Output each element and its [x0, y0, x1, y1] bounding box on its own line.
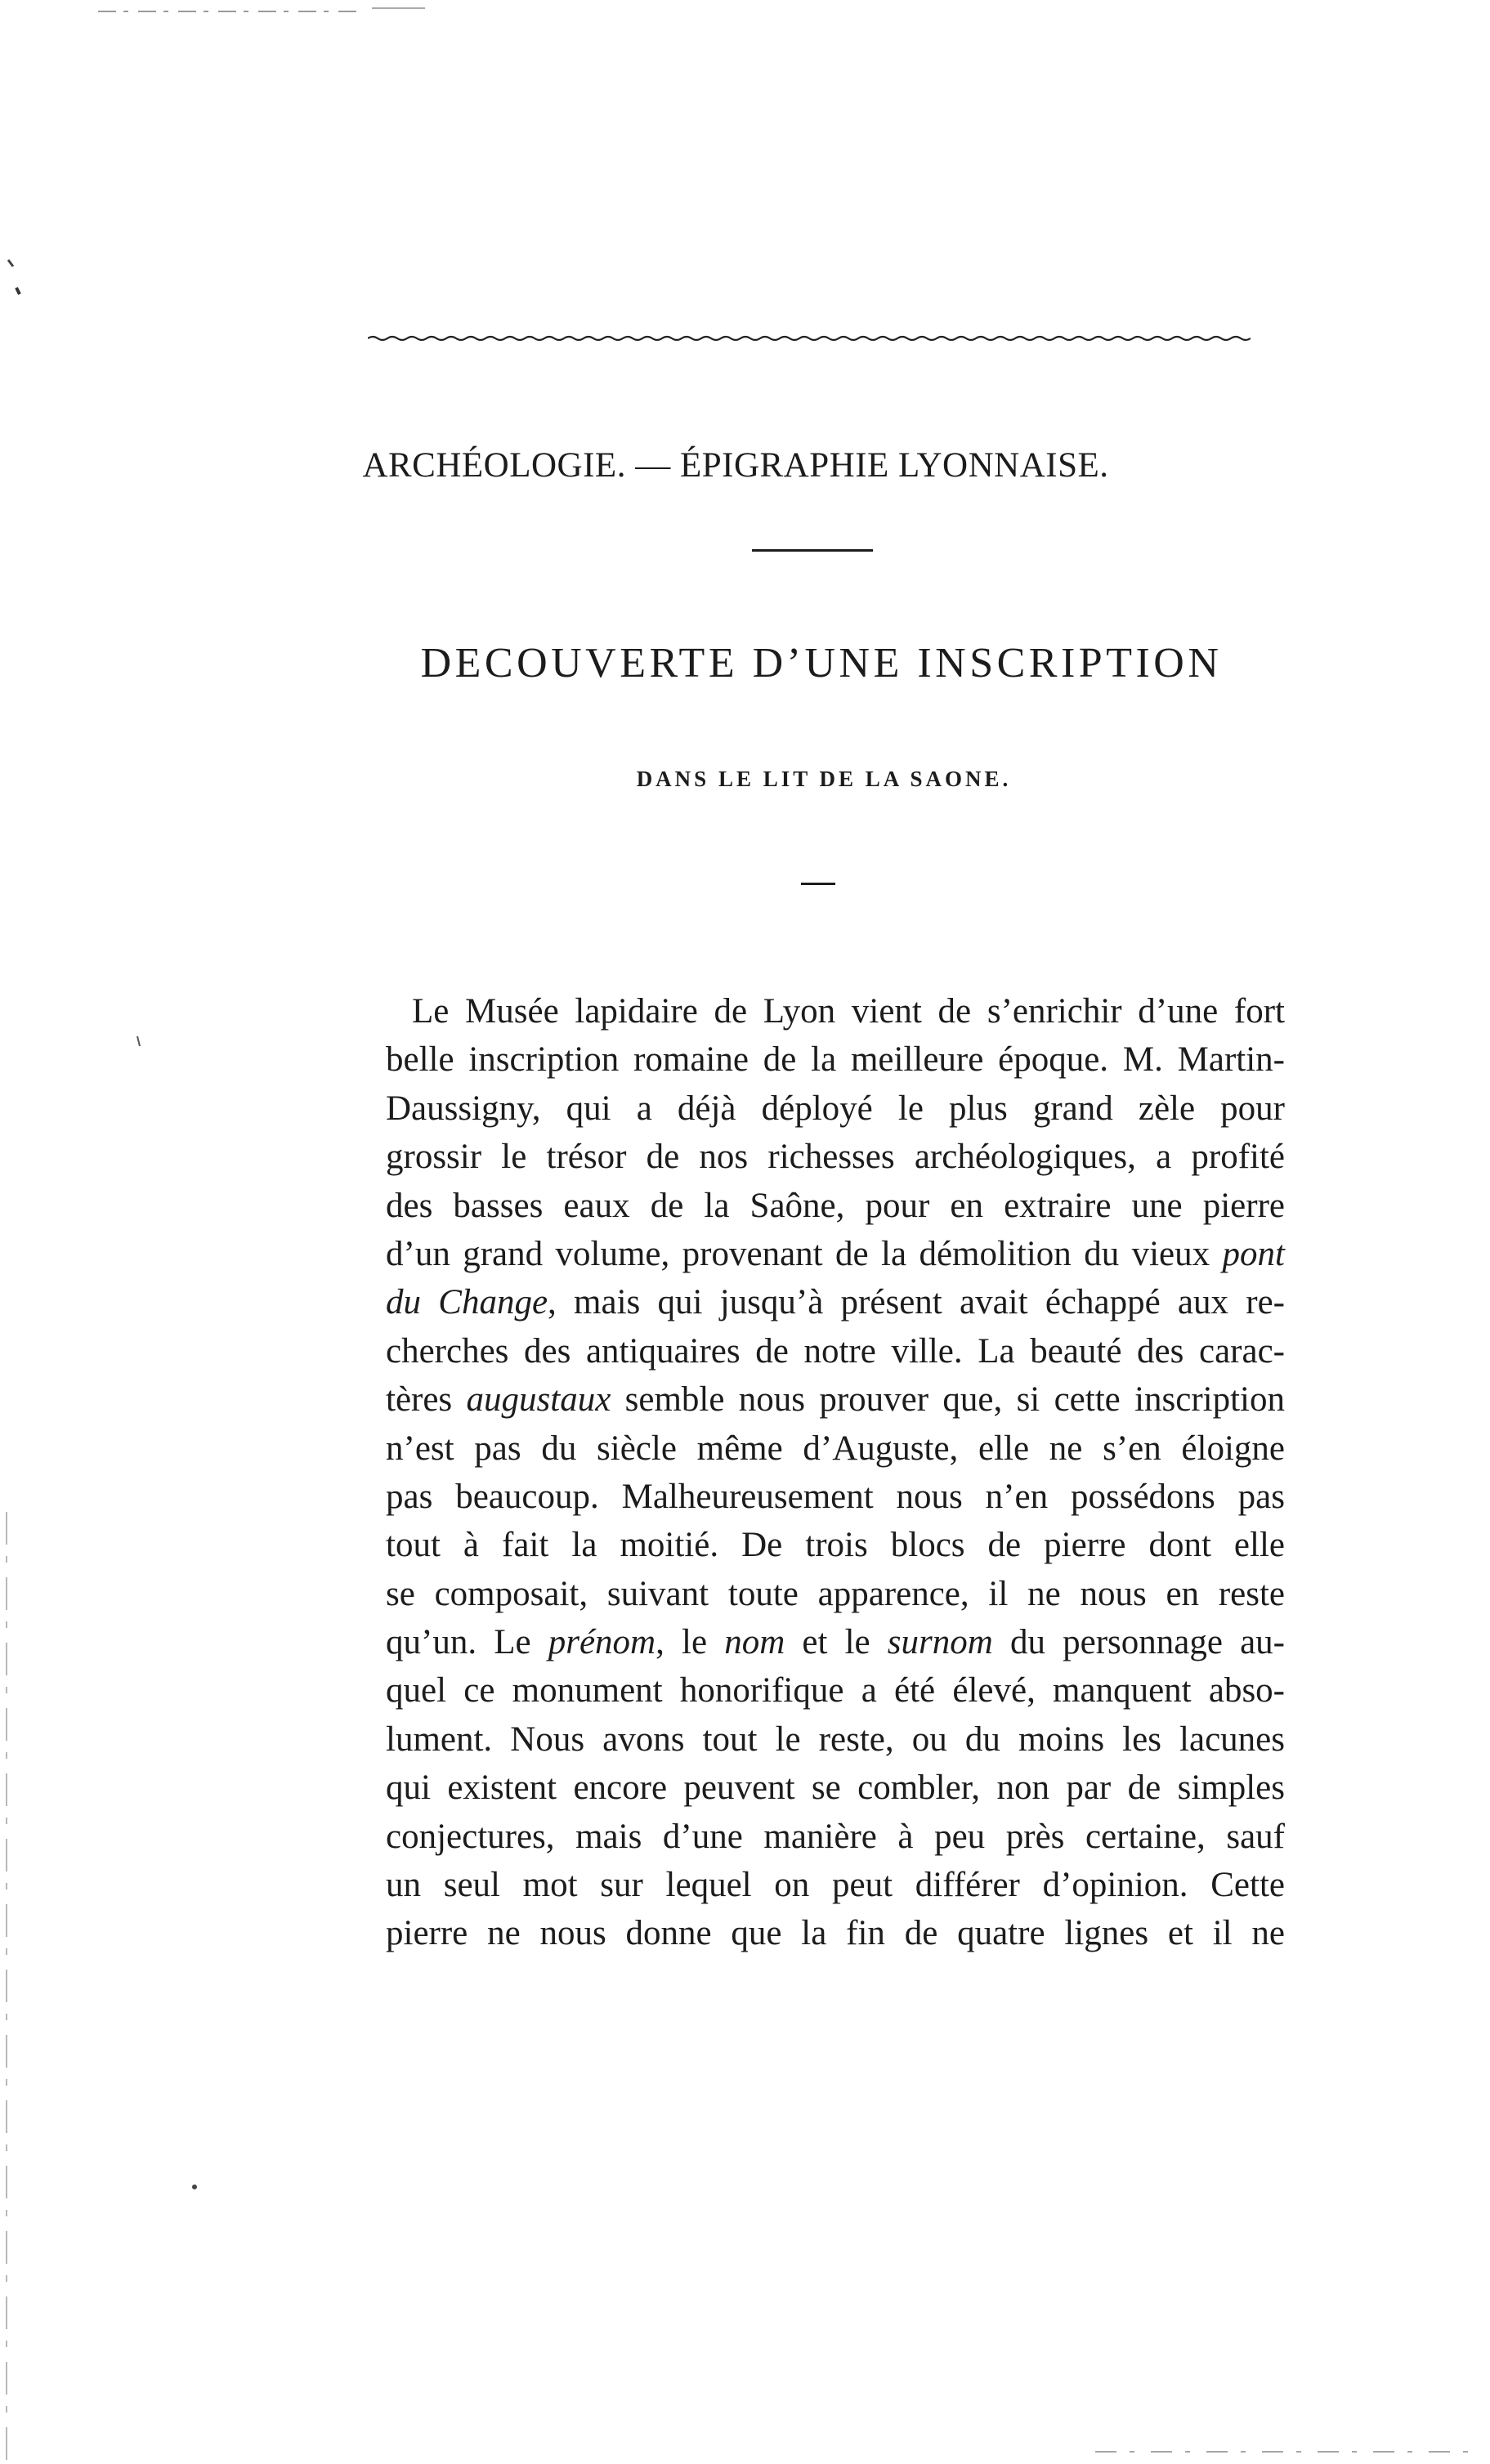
italic-term: surnom [887, 1623, 993, 1662]
text-line: belle inscription romaine de la meilleure époque. M. Martin- [386, 1040, 1285, 1080]
italic-term: augustaux [466, 1380, 611, 1420]
text-line: grossir le trésor de nos richesses archéologiques, a profité [386, 1138, 1285, 1177]
italic-term: pont [1222, 1234, 1285, 1273]
dash-divider [801, 883, 835, 885]
text-line: Daussigny, qui a déjà déployé le plus grand zèle pour [386, 1089, 1285, 1128]
text-line: un seul mot sur lequel on peut différer d’opinion. Cette [386, 1866, 1285, 1905]
text-line: n’est pas du siècle même d’Auguste, elle ne s’en éloigne [386, 1429, 1285, 1468]
article-body [386, 987, 1285, 1958]
text-line: d’un grand volume, provenant de la démolition du vieux pont [386, 1234, 1285, 1273]
article-subtitle: DANS LE LIT DE LA SAONE. [636, 767, 1012, 791]
italic-term: prénom [548, 1623, 656, 1662]
text-line: lument. Nous avons tout le reste, ou du moins les lacunes [386, 1719, 1285, 1759]
section-heading: ARCHÉOLOGIE. — ÉPIGRAPHIE LYONNAISE. [362, 446, 1109, 485]
text-line: tères augustaux semble nous prouver que, si cette inscription [386, 1380, 1285, 1420]
text-line: qui existent encore peuvent se combler, non par de simples [386, 1769, 1285, 1808]
ornamental-wavy-rule [368, 330, 1251, 347]
italic-term: du Change [386, 1283, 548, 1322]
text-line: pas beaucoup. Malheureusement nous n’en possédons pas [386, 1477, 1285, 1516]
text-line: du Change, mais qui jusqu’à présent avait échappé aux re- [386, 1283, 1285, 1322]
text-line: quel ce monument honorifique a été élevé, manquent abso- [386, 1671, 1285, 1710]
text-line: des basses eaux de la Saône, pour en extraire une pierre [386, 1186, 1285, 1225]
short-divider-rule [752, 549, 873, 552]
text-line: tout à fait la moitié. De trois blocs de pierre dont elle [386, 1526, 1285, 1565]
text-line: se composait, suivant toute apparence, il ne nous en reste [386, 1574, 1285, 1613]
article-title: DECOUVERTE D’UNE INSCRIPTION [420, 640, 1223, 686]
text-line: Le Musée lapidaire de Lyon vient de s’enrichir d’une fort [412, 992, 1285, 1031]
italic-term: nom [724, 1623, 785, 1662]
text-line: qu’un. Le prénom, le nom et le surnom du personnage au- [386, 1623, 1285, 1662]
text-line: pierre ne nous donne que la fin de quatre lignes et il ne [386, 1914, 1285, 1953]
text-line: conjectures, mais d’une manière à peu près certaine, sauf [386, 1817, 1285, 1856]
text-line: cherches des antiquaires de notre ville. La beauté des carac- [386, 1331, 1285, 1371]
